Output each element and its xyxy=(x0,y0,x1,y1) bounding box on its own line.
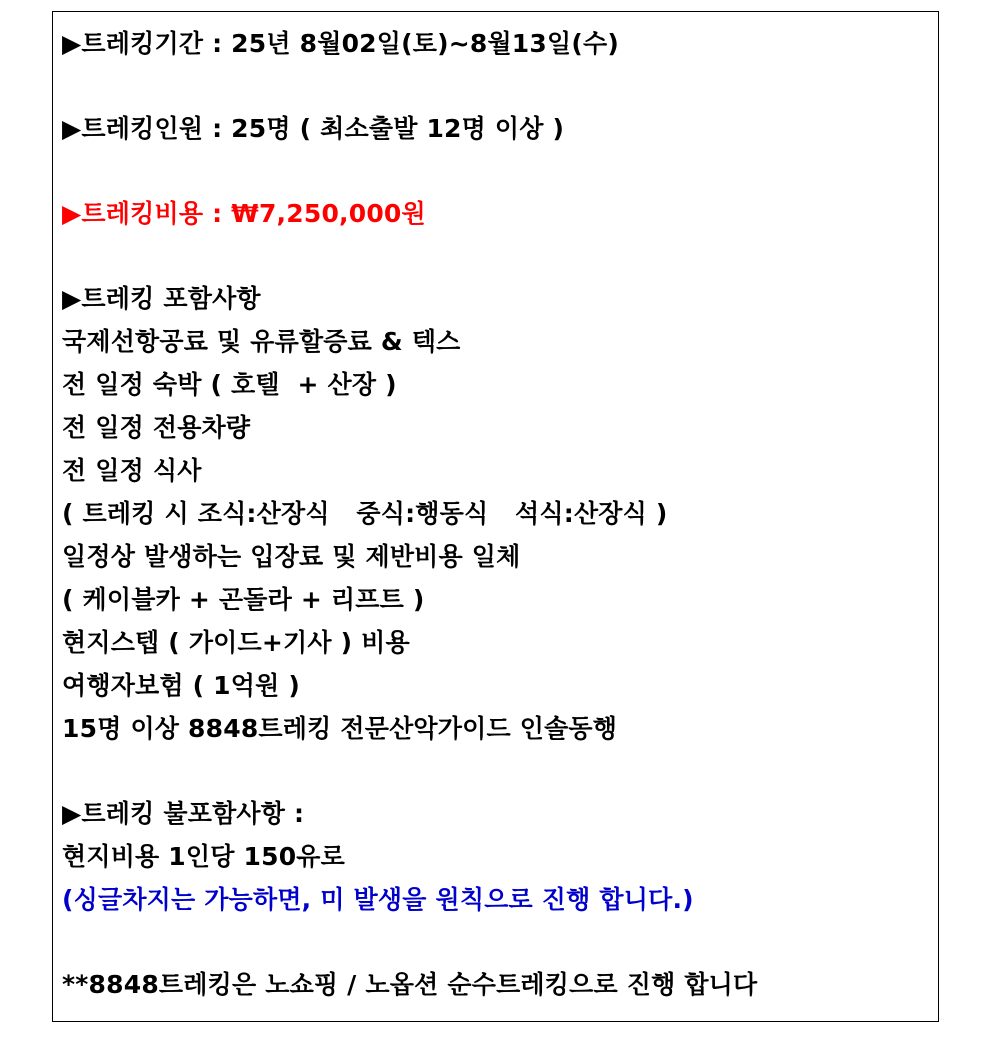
excluded-local-cost: 현지비용 1인당 150유로 xyxy=(62,842,345,871)
trekking-info xyxy=(62,22,932,1006)
footer-note: **8848트레킹은 노쇼핑 / 노옵션 순수트레킹으로 진행 합니다 xyxy=(62,970,758,999)
trekking-cost: ▶트레킹비용 : ₩7,250,000원 xyxy=(62,199,426,228)
included-item: 전 일정 전용차량 xyxy=(62,413,251,442)
included-item: 여행자보험 ( 1억원 ) xyxy=(62,671,301,700)
single-charge-note: (싱글차지는 가능하면, 미 발생을 원칙으로 진행 합니다.) xyxy=(62,885,694,914)
spacer xyxy=(62,65,932,107)
included-item: 일정상 발생하는 입장료 및 제반비용 일체 xyxy=(62,542,521,571)
trekking-members: ▶트레킹인원 : 25명 ( 최소출발 12명 이상 ) xyxy=(62,114,565,143)
included-item: 15명 이상 8848트레킹 전문산악가이드 인솔동행 xyxy=(62,714,618,743)
included-item: 전 일정 숙박 ( 호텔 + 산장 ) xyxy=(62,370,397,399)
spacer xyxy=(62,921,932,963)
included-item: 현지스텝 ( 가이드+기사 ) 비용 xyxy=(62,628,410,657)
spacer xyxy=(62,150,932,192)
included-item: ( 케이블카 + 곤돌라 + 리프트 ) xyxy=(62,585,425,614)
included-item: 전 일정 식사 xyxy=(62,456,202,485)
spacer xyxy=(62,235,932,277)
included-item: 국제선항공료 및 유류할증료 & 텍스 xyxy=(62,327,461,356)
included-heading: ▶트레킹 포함사항 xyxy=(62,284,261,313)
included-item: ( 트레킹 시 조식:산장식 중식:행동식 석식:산장식 ) xyxy=(62,499,668,528)
spacer xyxy=(62,750,932,792)
trekking-period: ▶트레킹기간 : 25년 8월02일(토)~8월13일(수) xyxy=(62,29,619,58)
excluded-heading: ▶트레킹 불포함사항 : xyxy=(62,799,305,828)
